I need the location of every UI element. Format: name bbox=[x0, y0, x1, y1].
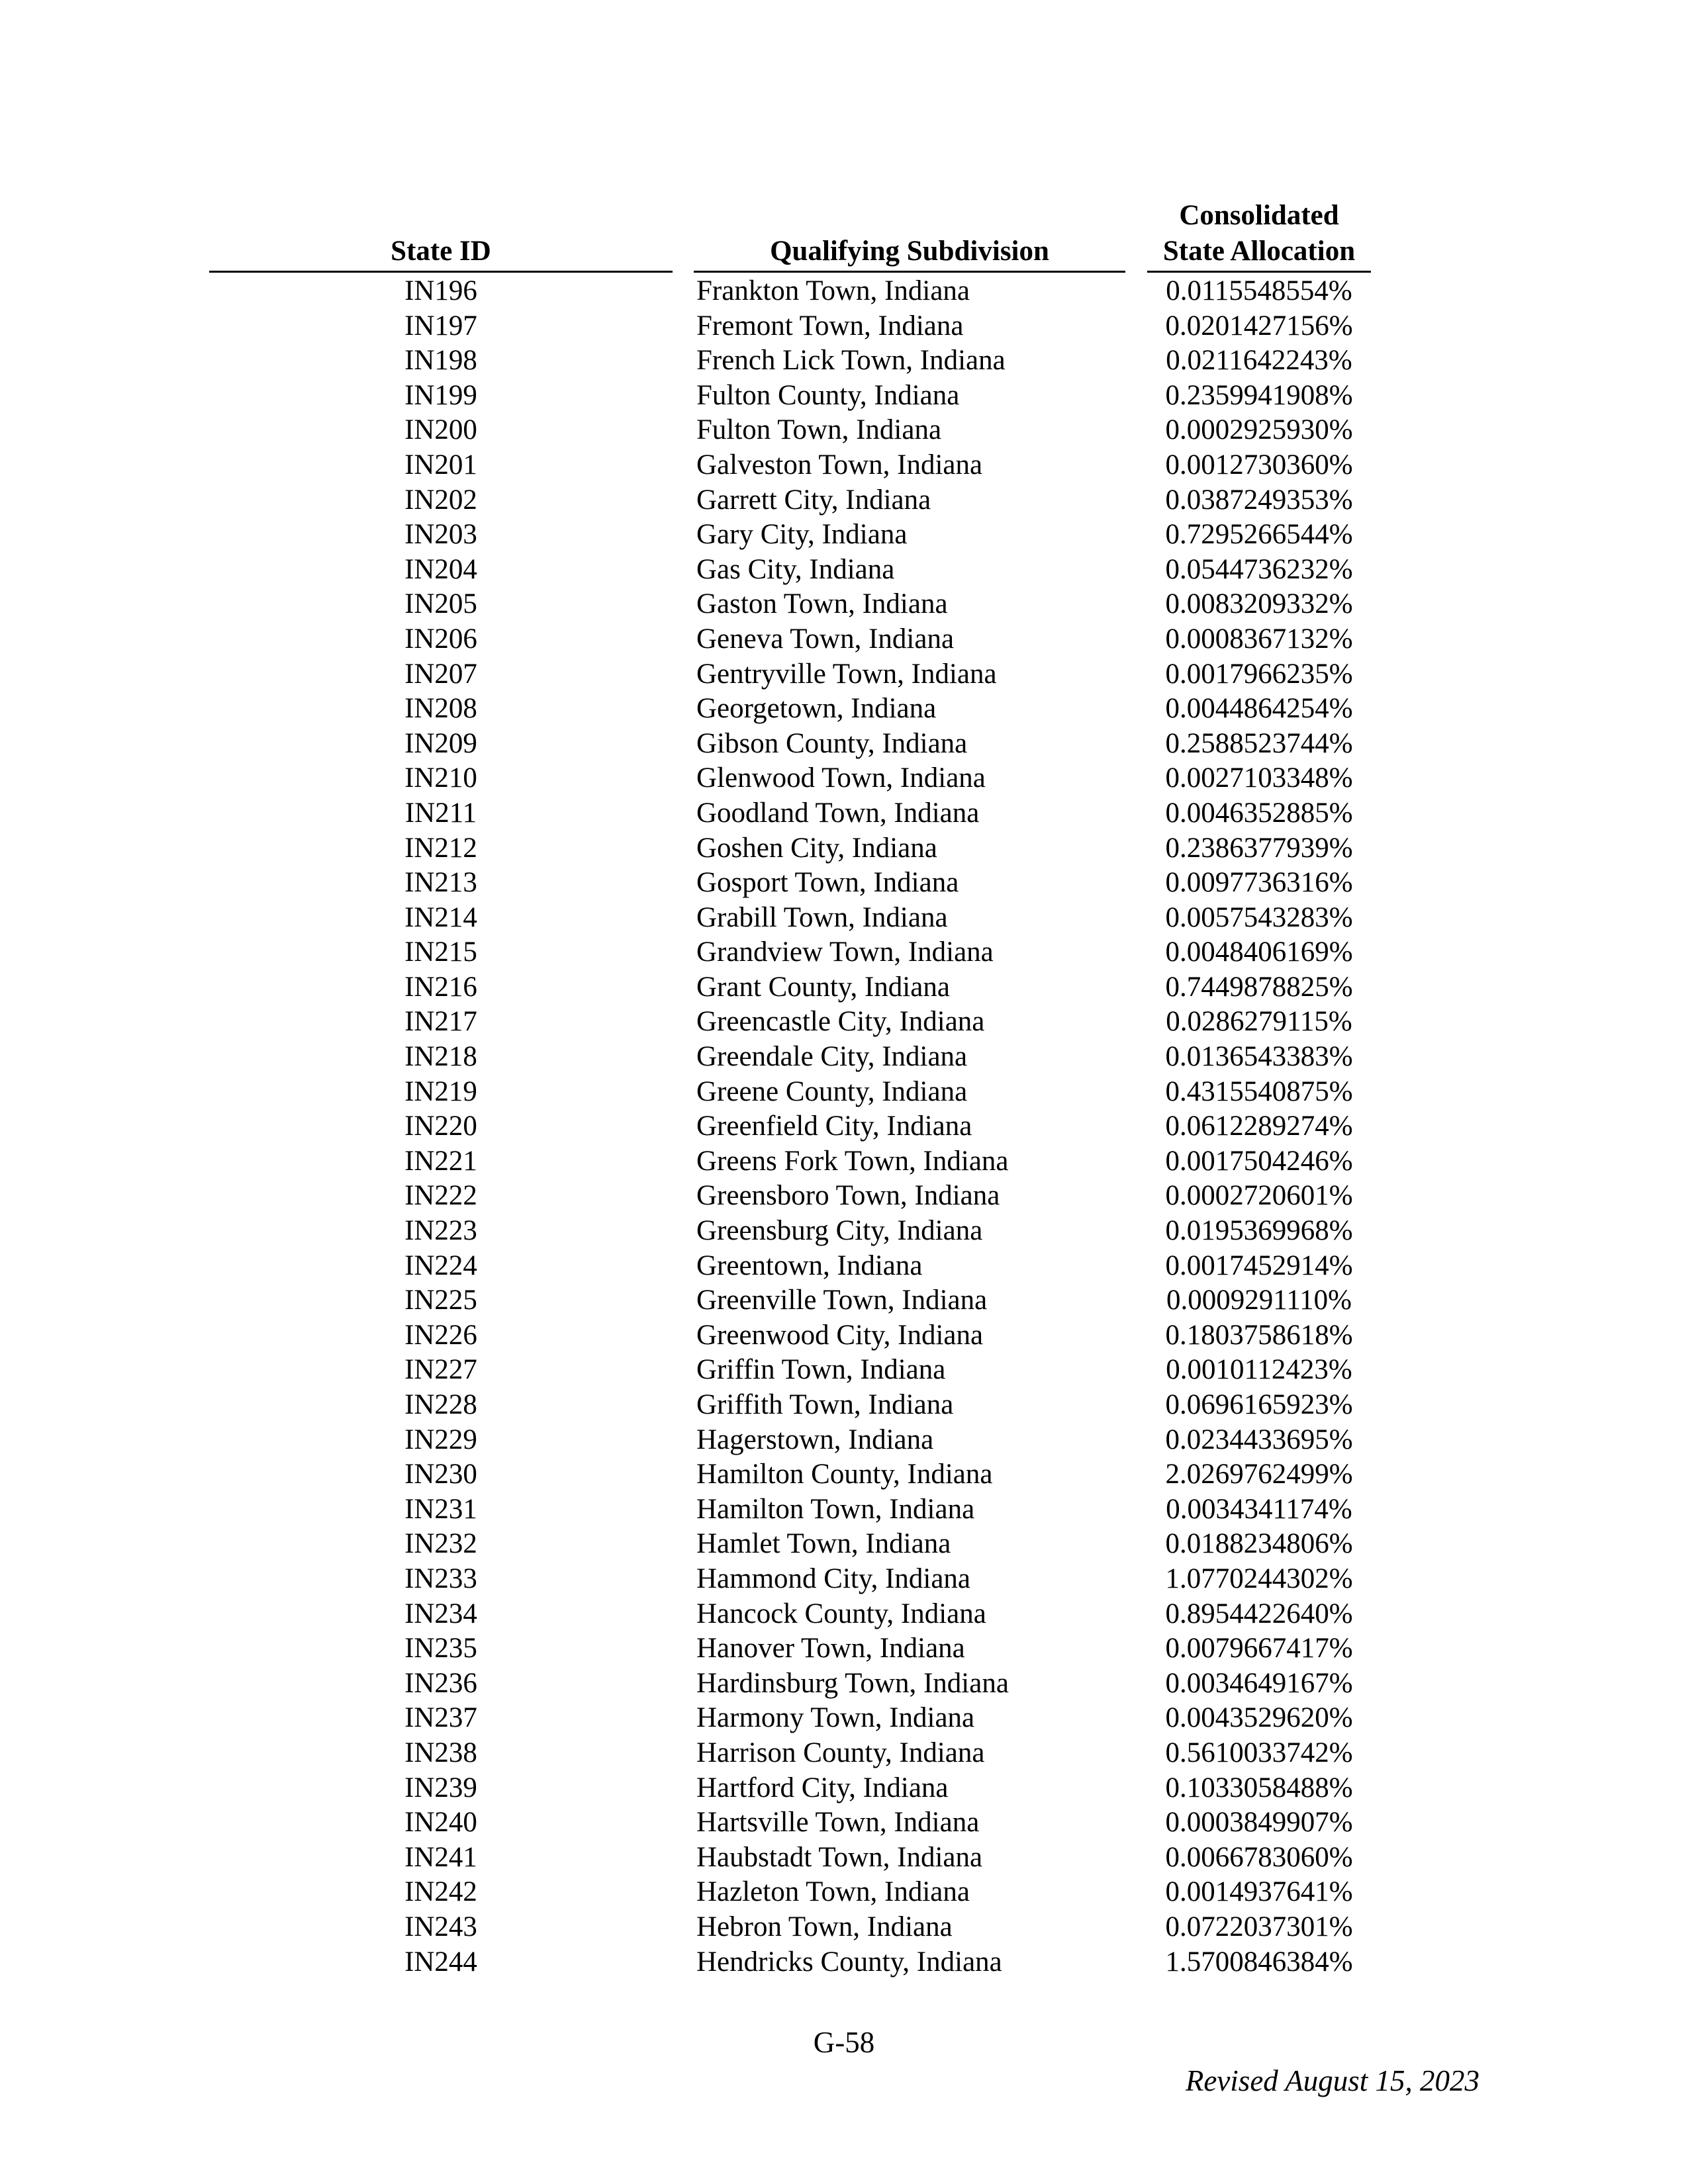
state-id-cell: IN238 bbox=[404, 1737, 477, 1768]
subdivision-cell: Greene County, Indiana bbox=[696, 1075, 968, 1107]
subdivision-cell: Garrett City, Indiana bbox=[696, 484, 931, 516]
state-id-cell: IN216 bbox=[404, 971, 477, 1003]
allocation-cell: 0.0115548554% bbox=[1166, 275, 1352, 306]
state-id-cell: IN226 bbox=[404, 1319, 477, 1351]
state-id-cell: IN227 bbox=[404, 1354, 477, 1386]
allocation-cell: 0.8954422640% bbox=[1165, 1598, 1353, 1629]
state-id-cell: IN206 bbox=[404, 623, 477, 655]
state-id-cell: IN202 bbox=[404, 484, 477, 516]
allocation-cell: 0.0027103348% bbox=[1165, 762, 1353, 794]
subdivision-cell: Greenfield City, Indiana bbox=[696, 1111, 972, 1142]
table-row bbox=[0, 1040, 1688, 1075]
table-body bbox=[0, 274, 1688, 1979]
state-id-cell: IN197 bbox=[404, 310, 477, 341]
table-row bbox=[0, 622, 1688, 657]
table-row bbox=[0, 1353, 1688, 1388]
table-row bbox=[0, 343, 1688, 379]
subdivision-cell: Haubstadt Town, Indiana bbox=[696, 1841, 983, 1873]
state-id-cell: IN221 bbox=[404, 1145, 477, 1177]
allocation-cell: 0.0612289274% bbox=[1165, 1111, 1353, 1142]
subdivision-cell: Harmony Town, Indiana bbox=[696, 1702, 975, 1734]
subdivision-cell: Hamlet Town, Indiana bbox=[696, 1528, 951, 1560]
table-row bbox=[0, 866, 1688, 901]
subdivision-cell: Grant County, Indiana bbox=[696, 971, 950, 1003]
subdivision-cell: Hammond City, Indiana bbox=[696, 1563, 971, 1594]
state-id-cell: IN241 bbox=[404, 1841, 477, 1873]
subdivision-cell: Gary City, Indiana bbox=[696, 519, 908, 551]
allocation-cell: 0.0008367132% bbox=[1165, 623, 1353, 655]
allocation-cell: 0.0010112423% bbox=[1166, 1354, 1352, 1386]
state-id-cell: IN211 bbox=[404, 797, 477, 829]
subdivision-cell: Gaston Town, Indiana bbox=[696, 588, 948, 620]
subdivision-cell: Griffin Town, Indiana bbox=[696, 1354, 946, 1386]
subdivision-cell: Gas City, Indiana bbox=[696, 553, 895, 585]
subdivision-cell: Hardinsburg Town, Indiana bbox=[696, 1667, 1009, 1699]
allocation-cell: 0.0017504246% bbox=[1165, 1145, 1353, 1177]
allocation-cell: 0.7449878825% bbox=[1165, 971, 1353, 1003]
allocation-cell: 0.0201427156% bbox=[1165, 310, 1353, 341]
table-row bbox=[0, 1527, 1688, 1562]
state-id-cell: IN209 bbox=[404, 727, 477, 759]
state-id-cell: IN220 bbox=[404, 1111, 477, 1142]
allocation-cell: 0.0034341174% bbox=[1166, 1493, 1352, 1525]
state-id-cell: IN244 bbox=[404, 1946, 477, 1978]
allocation-cell: 0.0544736232% bbox=[1165, 553, 1353, 585]
table-row bbox=[0, 1945, 1688, 1980]
state-id-cell: IN231 bbox=[404, 1493, 477, 1525]
table-row bbox=[0, 657, 1688, 692]
allocation-cell: 0.0046352885% bbox=[1165, 797, 1353, 829]
subdivision-cell: Griffith Town, Indiana bbox=[696, 1389, 954, 1420]
table-row bbox=[0, 1457, 1688, 1492]
state-id-cell: IN240 bbox=[404, 1807, 477, 1839]
subdivision-cell: Greensburg City, Indiana bbox=[696, 1215, 983, 1247]
subdivision-cell: Greenwood City, Indiana bbox=[696, 1319, 984, 1351]
state-id-cell: IN210 bbox=[404, 762, 477, 794]
state-id-cell: IN208 bbox=[404, 693, 477, 725]
state-id-cell: IN235 bbox=[404, 1633, 477, 1664]
state-id-cell: IN223 bbox=[404, 1215, 477, 1247]
table-row bbox=[0, 379, 1688, 414]
state-id-cell: IN239 bbox=[404, 1772, 477, 1803]
table-row bbox=[0, 518, 1688, 553]
state-id-cell: IN212 bbox=[404, 832, 477, 864]
subdivision-cell: Hendricks County, Indiana bbox=[696, 1946, 1002, 1978]
subdivision-cell: Hancock County, Indiana bbox=[696, 1598, 986, 1629]
table-row bbox=[0, 831, 1688, 866]
allocation-cell: 0.0014937641% bbox=[1165, 1876, 1353, 1908]
allocation-cell: 0.0043529620% bbox=[1165, 1702, 1353, 1734]
state-id-cell: IN225 bbox=[404, 1285, 477, 1316]
column-header-allocation bbox=[1147, 198, 1371, 273]
state-id-cell: IN222 bbox=[404, 1180, 477, 1212]
table-row bbox=[0, 1875, 1688, 1910]
table-row bbox=[0, 1214, 1688, 1249]
table-row bbox=[0, 1841, 1688, 1876]
table-row bbox=[0, 796, 1688, 831]
allocation-cell: 0.0048406169% bbox=[1165, 936, 1353, 968]
state-id-cell: IN196 bbox=[404, 275, 477, 306]
state-id-cell: IN229 bbox=[404, 1424, 477, 1455]
allocation-cell: 0.0002720601% bbox=[1165, 1180, 1353, 1212]
allocation-cell: 1.0770244302% bbox=[1165, 1563, 1353, 1594]
allocation-cell: 1.5700846384% bbox=[1165, 1946, 1353, 1978]
allocation-cell: 0.0012730360% bbox=[1165, 449, 1353, 480]
subdivision-cell: Hebron Town, Indiana bbox=[696, 1911, 953, 1942]
table-row bbox=[0, 727, 1688, 762]
subdivision-cell: Greens Fork Town, Indiana bbox=[696, 1145, 1009, 1177]
table-row bbox=[0, 1283, 1688, 1318]
allocation-cell: 0.0003849907% bbox=[1165, 1807, 1353, 1839]
allocation-cell: 0.4315540875% bbox=[1165, 1075, 1353, 1107]
subdivision-cell: Gentryville Town, Indiana bbox=[696, 658, 997, 690]
subdivision-cell: Hazleton Town, Indiana bbox=[696, 1876, 970, 1908]
column-header-subdivision-label: Qualifying Subdivision bbox=[770, 236, 1049, 267]
allocation-cell: 0.0002925930% bbox=[1165, 414, 1353, 446]
allocation-cell: 0.0057543283% bbox=[1165, 901, 1353, 933]
subdivision-cell: Greencastle City, Indiana bbox=[696, 1006, 985, 1038]
state-id-cell: IN242 bbox=[404, 1876, 477, 1908]
table-row bbox=[0, 413, 1688, 448]
state-id-cell: IN200 bbox=[404, 414, 477, 446]
table-row bbox=[0, 761, 1688, 796]
state-id-cell: IN214 bbox=[404, 901, 477, 933]
state-id-cell: IN237 bbox=[404, 1702, 477, 1734]
state-id-cell: IN234 bbox=[404, 1598, 477, 1629]
allocation-cell: 0.0387249353% bbox=[1165, 484, 1353, 516]
revised-date: Revised August 15, 2023 bbox=[1185, 2064, 1479, 2097]
table-row bbox=[0, 935, 1688, 970]
subdivision-cell: Frankton Town, Indiana bbox=[696, 275, 970, 306]
table-row bbox=[0, 1388, 1688, 1423]
state-id-cell: IN233 bbox=[404, 1563, 477, 1594]
allocation-cell: 0.0722037301% bbox=[1165, 1911, 1353, 1942]
allocation-cell: 0.0034649167% bbox=[1165, 1667, 1353, 1699]
state-id-cell: IN219 bbox=[404, 1075, 477, 1107]
table-row bbox=[0, 1771, 1688, 1806]
column-header-state-id bbox=[209, 234, 673, 273]
subdivision-cell: Goodland Town, Indiana bbox=[696, 797, 980, 829]
table-row bbox=[0, 1179, 1688, 1214]
subdivision-cell: Fulton County, Indiana bbox=[696, 379, 960, 411]
table-row bbox=[0, 448, 1688, 483]
state-id-cell: IN205 bbox=[404, 588, 477, 620]
table-row bbox=[0, 1492, 1688, 1527]
allocation-cell: 0.0009291110% bbox=[1166, 1285, 1352, 1316]
allocation-cell: 0.2588523744% bbox=[1165, 727, 1353, 759]
state-id-cell: IN204 bbox=[404, 553, 477, 585]
allocation-cell: 0.1033058488% bbox=[1165, 1772, 1353, 1803]
table-row bbox=[0, 274, 1688, 309]
allocation-cell: 0.0136543383% bbox=[1165, 1041, 1353, 1073]
column-header-allocation-line1: Consolidated bbox=[1179, 200, 1339, 231]
allocation-cell: 0.0083209332% bbox=[1165, 588, 1353, 620]
state-id-cell: IN224 bbox=[404, 1250, 477, 1281]
subdivision-cell: Grabill Town, Indiana bbox=[696, 901, 948, 933]
state-id-cell: IN203 bbox=[404, 519, 477, 551]
subdivision-cell: Georgetown, Indiana bbox=[696, 693, 937, 725]
allocation-cell: 0.1803758618% bbox=[1165, 1319, 1353, 1351]
table-row bbox=[0, 1109, 1688, 1144]
subdivision-cell: Goshen City, Indiana bbox=[696, 832, 937, 864]
allocation-cell: 0.0017452914% bbox=[1165, 1250, 1353, 1281]
subdivision-cell: French Lick Town, Indiana bbox=[696, 345, 1006, 377]
subdivision-cell: Greensboro Town, Indiana bbox=[696, 1180, 1000, 1212]
subdivision-cell: Greendale City, Indiana bbox=[696, 1041, 968, 1073]
subdivision-cell: Hamilton Town, Indiana bbox=[696, 1493, 975, 1525]
column-header-subdivision bbox=[694, 234, 1125, 273]
table-row bbox=[0, 1144, 1688, 1179]
table-row bbox=[0, 309, 1688, 344]
subdivision-cell: Harrison County, Indiana bbox=[696, 1737, 985, 1768]
allocation-cell: 0.0286279115% bbox=[1166, 1006, 1352, 1038]
subdivision-cell: Fulton Town, Indiana bbox=[696, 414, 942, 446]
table-row bbox=[0, 1736, 1688, 1771]
state-id-cell: IN218 bbox=[404, 1041, 477, 1073]
subdivision-cell: Hamilton County, Indiana bbox=[696, 1459, 993, 1490]
subdivision-cell: Geneva Town, Indiana bbox=[696, 623, 955, 655]
column-header-state-id-label: State ID bbox=[391, 236, 491, 267]
allocation-cell: 0.0066783060% bbox=[1165, 1841, 1353, 1873]
table-header bbox=[0, 196, 1688, 273]
allocation-cell: 0.0195369968% bbox=[1165, 1215, 1353, 1247]
allocation-cell: 0.7295266544% bbox=[1165, 519, 1353, 551]
allocation-cell: 0.0188234806% bbox=[1165, 1528, 1353, 1560]
table-row bbox=[0, 483, 1688, 518]
table-row bbox=[0, 901, 1688, 936]
subdivision-cell: Hartsville Town, Indiana bbox=[696, 1807, 980, 1839]
table-row bbox=[0, 1075, 1688, 1110]
state-id-cell: IN213 bbox=[404, 867, 477, 899]
allocation-cell: 0.2386377939% bbox=[1165, 832, 1353, 864]
allocation-cell: 0.0234433695% bbox=[1165, 1424, 1353, 1455]
table-row bbox=[0, 587, 1688, 622]
state-id-cell: IN236 bbox=[404, 1667, 477, 1699]
state-id-cell: IN199 bbox=[404, 379, 477, 411]
allocation-cell: 0.5610033742% bbox=[1165, 1737, 1353, 1768]
table-row bbox=[0, 1423, 1688, 1458]
table-row bbox=[0, 1597, 1688, 1632]
table-row bbox=[0, 553, 1688, 588]
allocation-cell: 0.0696165923% bbox=[1165, 1389, 1353, 1420]
state-id-cell: IN201 bbox=[404, 449, 477, 480]
table-row bbox=[0, 1562, 1688, 1597]
column-header-allocation-line2: State Allocation bbox=[1162, 236, 1356, 267]
allocation-cell: 0.0079667417% bbox=[1165, 1633, 1353, 1664]
state-id-cell: IN232 bbox=[404, 1528, 477, 1560]
subdivision-cell: Hartford City, Indiana bbox=[696, 1772, 949, 1803]
subdivision-cell: Greentown, Indiana bbox=[696, 1250, 923, 1281]
subdivision-cell: Greenville Town, Indiana bbox=[696, 1285, 988, 1316]
subdivision-cell: Hagerstown, Indiana bbox=[696, 1424, 934, 1455]
allocation-cell: 2.0269762499% bbox=[1165, 1459, 1353, 1490]
table-row bbox=[0, 1631, 1688, 1666]
subdivision-cell: Gosport Town, Indiana bbox=[696, 867, 959, 899]
table-row bbox=[0, 1805, 1688, 1841]
state-id-cell: IN228 bbox=[404, 1389, 477, 1420]
subdivision-cell: Fremont Town, Indiana bbox=[696, 310, 964, 341]
table-row bbox=[0, 1005, 1688, 1040]
table-row bbox=[0, 1318, 1688, 1353]
state-id-cell: IN243 bbox=[404, 1911, 477, 1942]
table-row bbox=[0, 1249, 1688, 1284]
table-row bbox=[0, 970, 1688, 1005]
subdivision-cell: Galveston Town, Indiana bbox=[696, 449, 983, 480]
table-row bbox=[0, 1666, 1688, 1702]
table-row bbox=[0, 1701, 1688, 1736]
allocation-cell: 0.0097736316% bbox=[1165, 867, 1353, 899]
state-id-cell: IN207 bbox=[404, 658, 477, 690]
page-number: G-58 bbox=[813, 2026, 875, 2059]
table-row bbox=[0, 1910, 1688, 1945]
state-id-cell: IN215 bbox=[404, 936, 477, 968]
allocation-cell: 0.2359941908% bbox=[1165, 379, 1353, 411]
allocation-cell: 0.0211642243% bbox=[1166, 345, 1352, 377]
table-row bbox=[0, 692, 1688, 727]
allocation-cell: 0.0017966235% bbox=[1165, 658, 1353, 690]
state-id-cell: IN198 bbox=[404, 345, 477, 377]
state-id-cell: IN230 bbox=[404, 1459, 477, 1490]
subdivision-cell: Grandview Town, Indiana bbox=[696, 936, 994, 968]
allocation-cell: 0.0044864254% bbox=[1165, 693, 1353, 725]
subdivision-cell: Glenwood Town, Indiana bbox=[696, 762, 986, 794]
subdivision-cell: Gibson County, Indiana bbox=[696, 727, 968, 759]
subdivision-cell: Hanover Town, Indiana bbox=[696, 1633, 965, 1664]
state-id-cell: IN217 bbox=[404, 1006, 477, 1038]
